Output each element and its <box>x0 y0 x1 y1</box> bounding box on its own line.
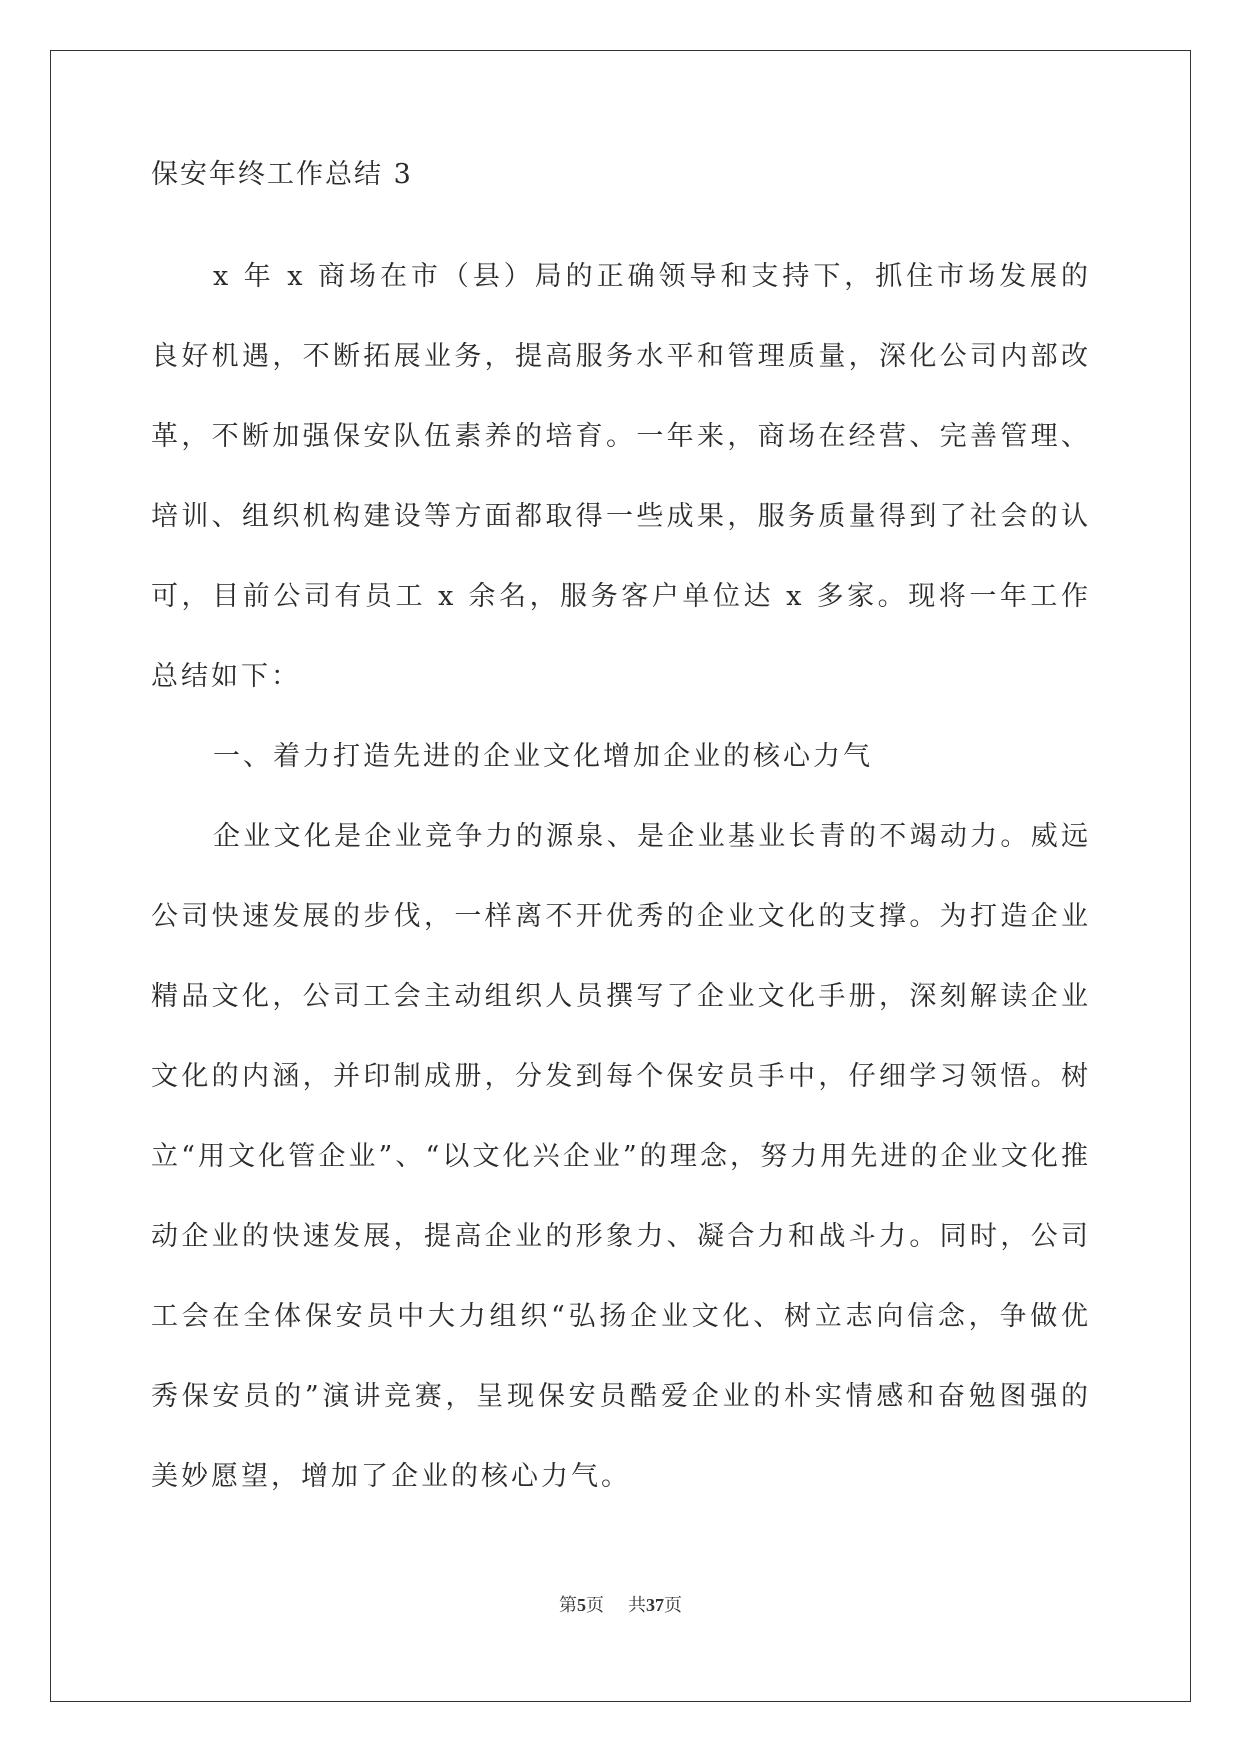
body-paragraph: 企业文化是企业竞争力的源泉、是企业基业长青的不竭动力。威远公司快速发展的步伐，一样离不开优秀的企业文化的支撑。为打造企业精品文化，公司工会主动组织人员撰写了企业文化手册，深刻解读企业文化的内涵，并印制成册，分发到每个保安员手中，仔细学习领悟。树立“用文化管企业”、“以文化兴企业”的理念，努力用先进的企业文化推动企业的快速发展，提高企业的形象力、凝合力和战斗力。同时，公司工会在全体保安员中大力组织“弘扬企业文化、树立志向信念，争做优秀保安员的”演讲竞赛，呈现保安员酷爱企业的朴实情感和奋勉图强的美妙愿望，增加了企业的核心力气。 <box>151 821 1091 1492</box>
page-number: 5 <box>577 1595 586 1615</box>
document-body <box>151 157 1091 1517</box>
document-title: 保安年终工作总结 3 <box>151 159 413 190</box>
intro-paragraph: x 年 x 商场在市（县）局的正确领导和支持下，抓住市场发展的良好机遇，不断拓展业务，提高服务水平和管理质量，深化公司内部改革，不断加强保安队伍素养的培育。一年来，商场在经营、完善管理、培训、组织机构建设等方面都取得一些成果，服务质量得到了社会的认可，目前公司有员工 x 余名，服务客户单位达 x 多家。现将一年工作总结如下： <box>151 261 1091 692</box>
section-heading: 一、着力打造先进的企业文化增加企业的核心力气 <box>213 741 873 772</box>
page-prefix: 第 <box>559 1595 577 1616</box>
page-footer <box>0 1593 1241 1618</box>
total-suffix: 页 <box>664 1595 682 1616</box>
total-pages: 37 <box>646 1595 664 1615</box>
page-suffix: 页 <box>586 1595 604 1616</box>
total-prefix: 共 <box>628 1595 646 1616</box>
